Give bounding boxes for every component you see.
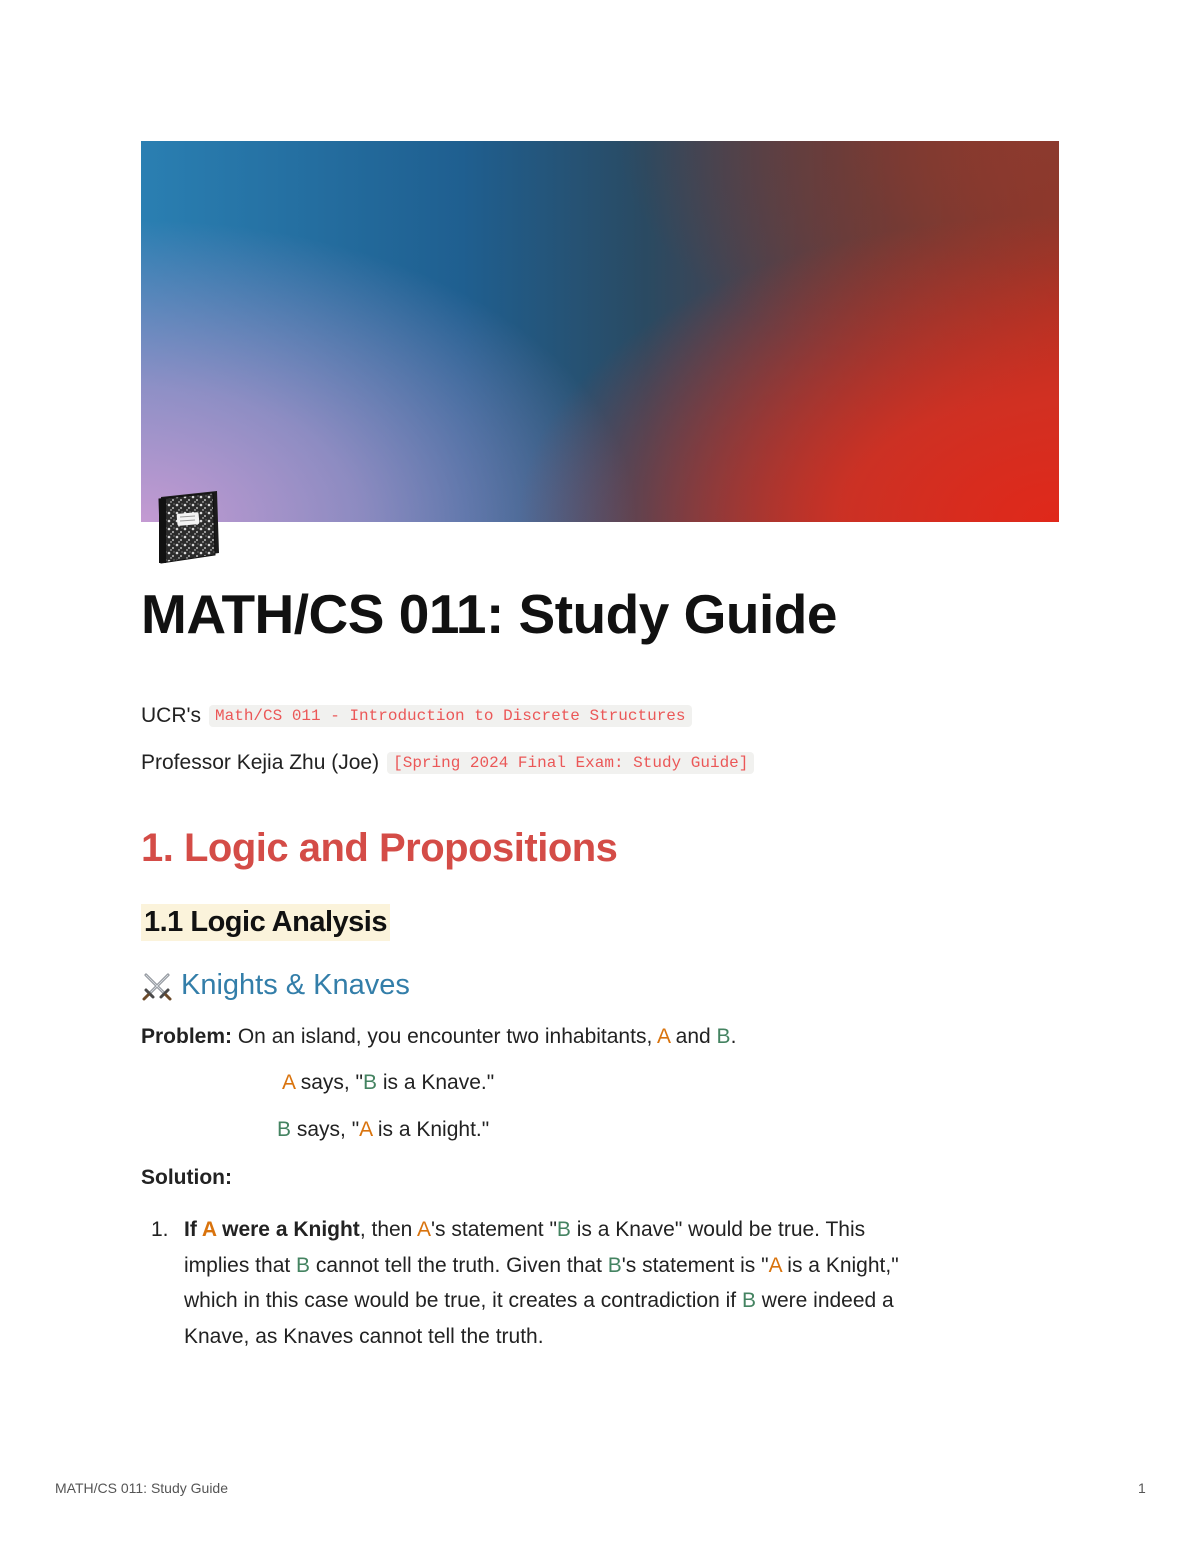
list-line-3 xyxy=(184,1283,1054,1319)
ref-b: B xyxy=(741,1289,756,1312)
subsection-heading: 1.1 Logic Analysis xyxy=(141,904,390,941)
knight-a: A xyxy=(201,1218,217,1241)
statement-b xyxy=(277,1115,489,1145)
text-segment: which in this case would be true, it creates a contradiction if xyxy=(184,1289,742,1312)
text-segment: were indeed a xyxy=(755,1289,894,1312)
statement-a-target: B xyxy=(363,1071,378,1094)
problem-period: . xyxy=(730,1025,737,1048)
ref-b: B xyxy=(607,1253,622,1277)
exam-code: [Spring 2024 Final Exam: Study Guide] xyxy=(387,752,754,774)
course-code: Math/CS 011 - Introduction to Discrete Structures xyxy=(209,705,691,727)
crossed-swords-icon xyxy=(141,970,173,1002)
ref-a: A xyxy=(768,1253,782,1277)
statement-a-says: says, " xyxy=(294,1071,363,1094)
list-number: 1. xyxy=(151,1218,169,1241)
professor-name: Professor Kejia Zhu (Joe) xyxy=(141,751,380,774)
professor-line xyxy=(141,751,754,775)
inhabitant-b: B xyxy=(716,1025,731,1048)
course-line xyxy=(141,704,692,728)
cover-image xyxy=(141,141,1059,522)
ref-a: A xyxy=(417,1218,432,1241)
text-segment: is a Knight," xyxy=(781,1253,899,1277)
topic-title: Knights & Knaves xyxy=(181,969,410,1001)
topic-heading xyxy=(141,969,410,1002)
composition-notebook-icon xyxy=(151,487,223,565)
problem-paragraph xyxy=(141,1022,736,1052)
list-line-2 xyxy=(184,1248,1054,1284)
statement-a-speaker: A xyxy=(282,1071,295,1094)
section-heading: 1. Logic and Propositions xyxy=(141,826,618,870)
text-segment: is a Knave" would be true. This xyxy=(570,1218,866,1241)
page-number: 1 xyxy=(1138,1480,1146,1496)
were-knight: were a Knight xyxy=(216,1218,360,1241)
ucr-prefix: UCR's xyxy=(141,704,202,727)
problem-text: On an island, you encounter two inhabitants, xyxy=(232,1025,657,1048)
statement-b-speaker: B xyxy=(277,1118,292,1141)
statement-b-rest: is a Knight." xyxy=(372,1118,490,1141)
ref-b: B xyxy=(296,1253,311,1277)
text-segment: cannot tell the truth. Given that xyxy=(310,1253,608,1277)
statement-a-rest: is a Knave." xyxy=(377,1071,495,1094)
statement-b-says: says, " xyxy=(291,1118,360,1141)
problem-label: Problem: xyxy=(141,1025,233,1048)
page-title: MATH/CS 011: Study Guide xyxy=(141,583,837,645)
solution-label-text: Solution: xyxy=(141,1166,232,1189)
if-word: If xyxy=(184,1218,202,1241)
problem-and: and xyxy=(669,1025,717,1048)
list-item-body xyxy=(184,1212,1054,1354)
text-segment: , then xyxy=(359,1218,418,1241)
text-segment: 's statement " xyxy=(431,1218,557,1241)
statement-a xyxy=(282,1068,494,1098)
text-segment: implies that xyxy=(184,1253,297,1277)
inhabitant-a: A xyxy=(656,1025,670,1048)
statement-b-target: A xyxy=(359,1118,373,1141)
ref-b: B xyxy=(556,1218,571,1241)
text-segment: 's statement is " xyxy=(621,1253,769,1277)
list-line-1 xyxy=(184,1212,1054,1248)
solution-label xyxy=(141,1163,232,1193)
list-line-4: Knave, as Knaves cannot tell the truth. xyxy=(184,1324,544,1348)
footer-title: MATH/CS 011: Study Guide xyxy=(55,1480,228,1496)
